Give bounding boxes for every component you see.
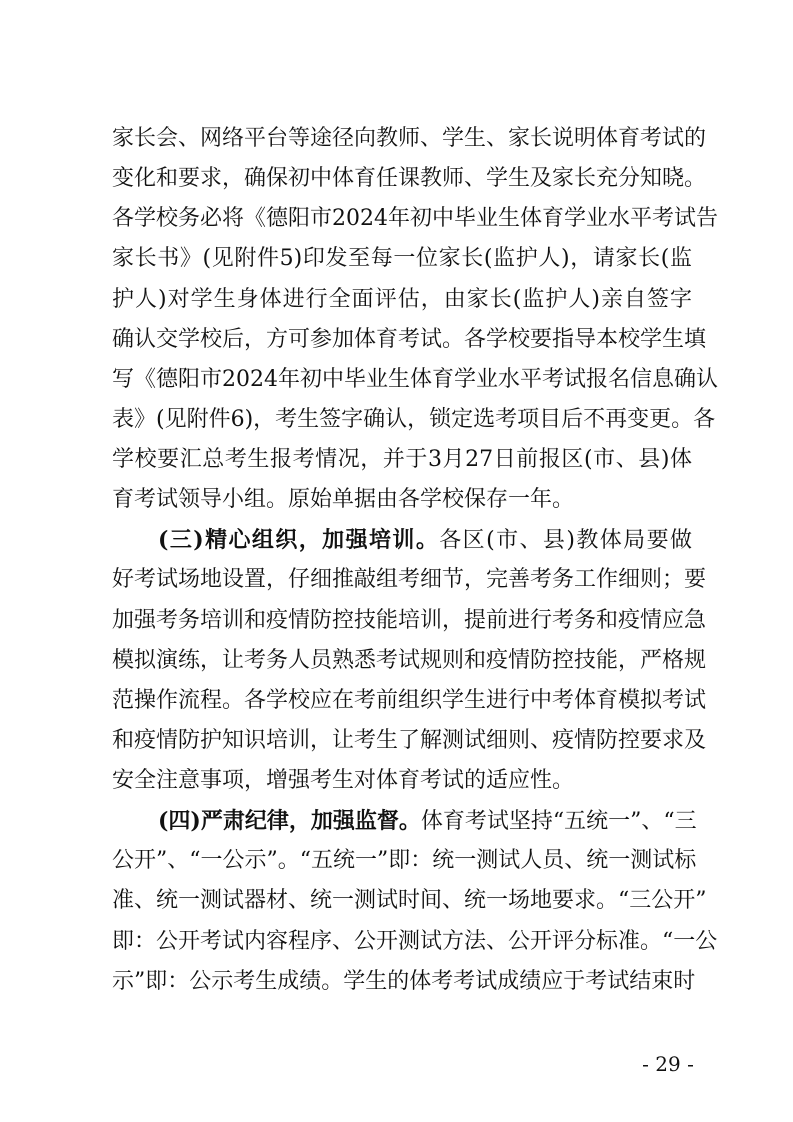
body-text-line: 好考试场地设置，仔细推敲组考细节，完善考务工作细则；要 [112,567,707,592]
body-text: 体育考试坚持“五统一”、“三 [420,809,697,834]
section-heading: (三)精心组织，加强培训。 [158,527,440,553]
section-heading: (四)严肃纪律，加强监督。 [158,808,421,834]
body-text-line: 育考试领导小组。原始单据由各学校保存一年。 [112,487,575,512]
body-text-line: 准、统一测试器材、统一测试时间、统一场地要求。“三公开” [112,888,707,913]
body-text-line: 护人)对学生身体进行全面评估，由家长(监护人)亲自签字 [112,287,692,312]
body-text-line: 家长书》(见附件5)印发至每一位家长(监护人)，请家长(监 [112,246,692,271]
section-heading-line [158,523,692,557]
body-text-line: 模拟演练，让考务人员熟悉考试规则和疫情防控技能，严格规 [112,648,707,673]
body-text-line: 示”即：公示考生成绩。学生的体考考试成绩应于考试结束时 [112,969,696,994]
body-text: 各区(市、县)教体局要做 [439,528,693,553]
body-text-line: 家长会、网络平台等途径向教师、学生、家长说明体育考试的 [112,126,707,151]
body-text-line: 确认交学校后，方可参加体育考试。各学校要指导本校学生填 [112,327,707,352]
body-text-line: 表》(见附件6)，考生签字确认，锁定选考项目后不再变更。各 [112,407,716,432]
body-text-line: 安全注意事项，增强考生对体育考试的适应性。 [112,768,575,793]
body-text-line: 即：公开考试内容程序、公开测试方法、公开评分标准。“一公 [112,929,718,954]
body-text-line: 公开”、“一公示”。“五统一”即：统一测试人员、统一测试标 [112,848,697,873]
body-text-line: 变化和要求，确保初中体育任课教师、学生及家长充分知晓。 [112,166,707,191]
body-text-line: 范操作流程。各学校应在考前组织学生进行中考体育模拟考试 [112,688,707,713]
body-text-line: 学校要汇总考生报考情况，并于3月27日前报区(市、县)体 [112,447,692,472]
body-text-line: 各学校务必将《德阳市2024年初中毕业生体育学业水平考试告 [112,206,718,231]
page-number: - 29 - [642,1052,694,1076]
body-text-line: 和疫情防护知识培训，让考生了解测试细则、疫情防控要求及 [112,728,707,753]
body-text-line: 加强考务培训和疫情防控技能培训，提前进行考务和疫情应急 [112,608,707,633]
body-text-line: 写《德阳市2024年初中毕业生体育学业水平考试报名信息确认 [112,367,718,392]
section-heading-line [158,804,697,838]
